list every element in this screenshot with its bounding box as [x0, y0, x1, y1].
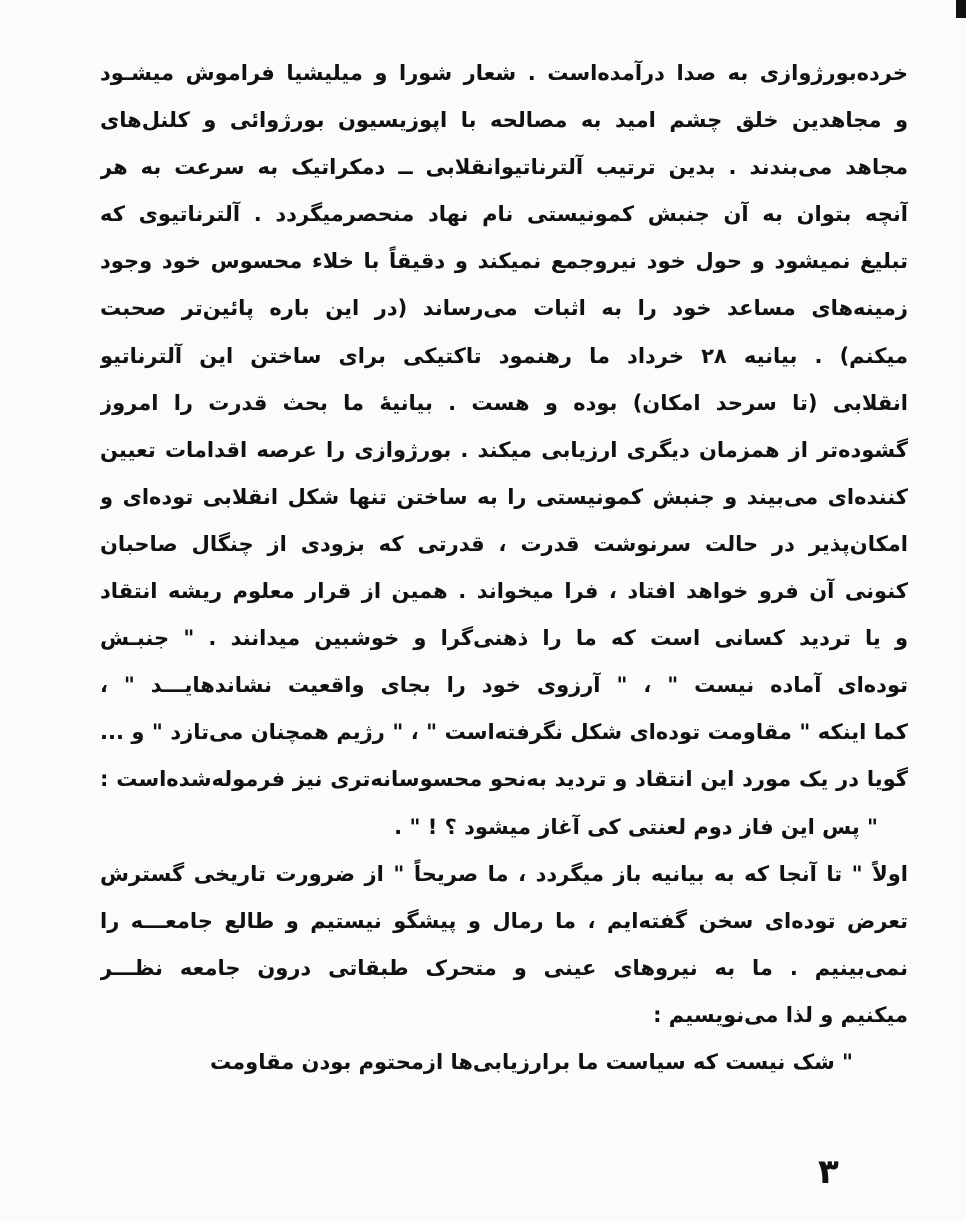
page-number: ۳: [818, 1152, 839, 1192]
text-line: تعرض توده‌ای سخن گفته‌ایم ، ما رمال و پیشگو نیستیم و طالع جامعـــه را: [100, 908, 908, 933]
text-line: اولاً " تا آنجا که به بیانیه باز میگردد ، ما صریحاً " از ضرورت تاریخی گسترش: [100, 861, 908, 886]
text-line: زمینه‌های مساعد خود را به اثبات می‌رساند (در این باره پائین‌تر صحبت: [100, 296, 908, 321]
text-line: تبلیغ نمیشود و حول خود نیروجمع نمیکند و دقیقاً با خلاء محسوس خود وجود: [100, 249, 908, 274]
body-text: [100, 50, 908, 1086]
text-line: مجاهد می‌بندند . بدین ترتیب آلترناتیوانقلابی ــ دمکراتیک به سرعت به هر: [100, 155, 908, 180]
text-line: کما اینکه " مقاومت توده‌ای شکل نگرفته‌است " ، " رژیم همچنان می‌تازد " و ...: [100, 720, 908, 745]
text-line: و مجاهدین خلق چشم امید به مصالحه با اپوزیسیون بورژوائی و کلنل‌های: [100, 108, 908, 133]
text-line: و یا تردید کسانی است که ما را ذهنی‌گرا و خوشبین میدانند . " جنبـش: [100, 626, 908, 651]
text-line: امکان‌پذیر در حالت سرنوشت قدرت ، قدرتی که بزودی از چنگال صاحبان: [100, 531, 908, 556]
text-line: نمی‌بینیم . ما به نیروهای عینی و متحرک طبقاتی درون جامعه نظـــر: [100, 955, 908, 980]
text-line: آنچه بتوان به آن جنبش کمونیستی نام نهاد منحصرمیگردد . آلترناتیوی که: [100, 202, 908, 227]
text-line: میکنیم و لذا می‌نویسیم :: [653, 1002, 908, 1027]
text-line: کننده‌ای می‌بیند و جنبش کمونیستی را به ساختن تنها شکل انقلابی توده‌ای و: [100, 484, 908, 509]
text-line: گویا در یک مورد این انتقاد و تردید به‌نحو محسوسانه‌تری نیز فرموله‌شده‌است :: [100, 767, 908, 792]
text-line: " پس این فاز دوم لعنتی کی آغاز میشود ؟ ! " .: [394, 814, 878, 839]
scan-edge-mark: [956, 0, 966, 18]
text-line: کنونی آن فرو خواهد افتاد ، فرا میخواند . همین از قرار معلوم ریشه انتقاد: [100, 579, 908, 604]
text-line: انقلابی (تا سرحد امکان) بوده و هست . بیانیهٔ ما بحث قدرت را امروز: [100, 390, 908, 415]
text-line: گشوده‌تر از همزمان دیگری ارزیابی میکند . بورژوازی را عرصه اقدامات تعیین: [100, 437, 908, 462]
text-line: میکنم) . بیانیه ۲۸ خرداد ما رهنمود تاکتیکی برای ساختن این آلترناتیو: [100, 343, 908, 368]
text-line: توده‌ای آماده نیست " ، " آرزوی خود را بجای واقعیت نشاندهایـــد " ،: [100, 673, 908, 698]
text-line: " شک نیست که سیاست ما برارزیابی‌ها ازمحتوم بودن مقاومت: [209, 1049, 853, 1074]
text-line: خرده‌بورژوازی به صدا درآمده‌است . شعار شورا و میلیشیا فراموش میشـود: [100, 61, 908, 85]
